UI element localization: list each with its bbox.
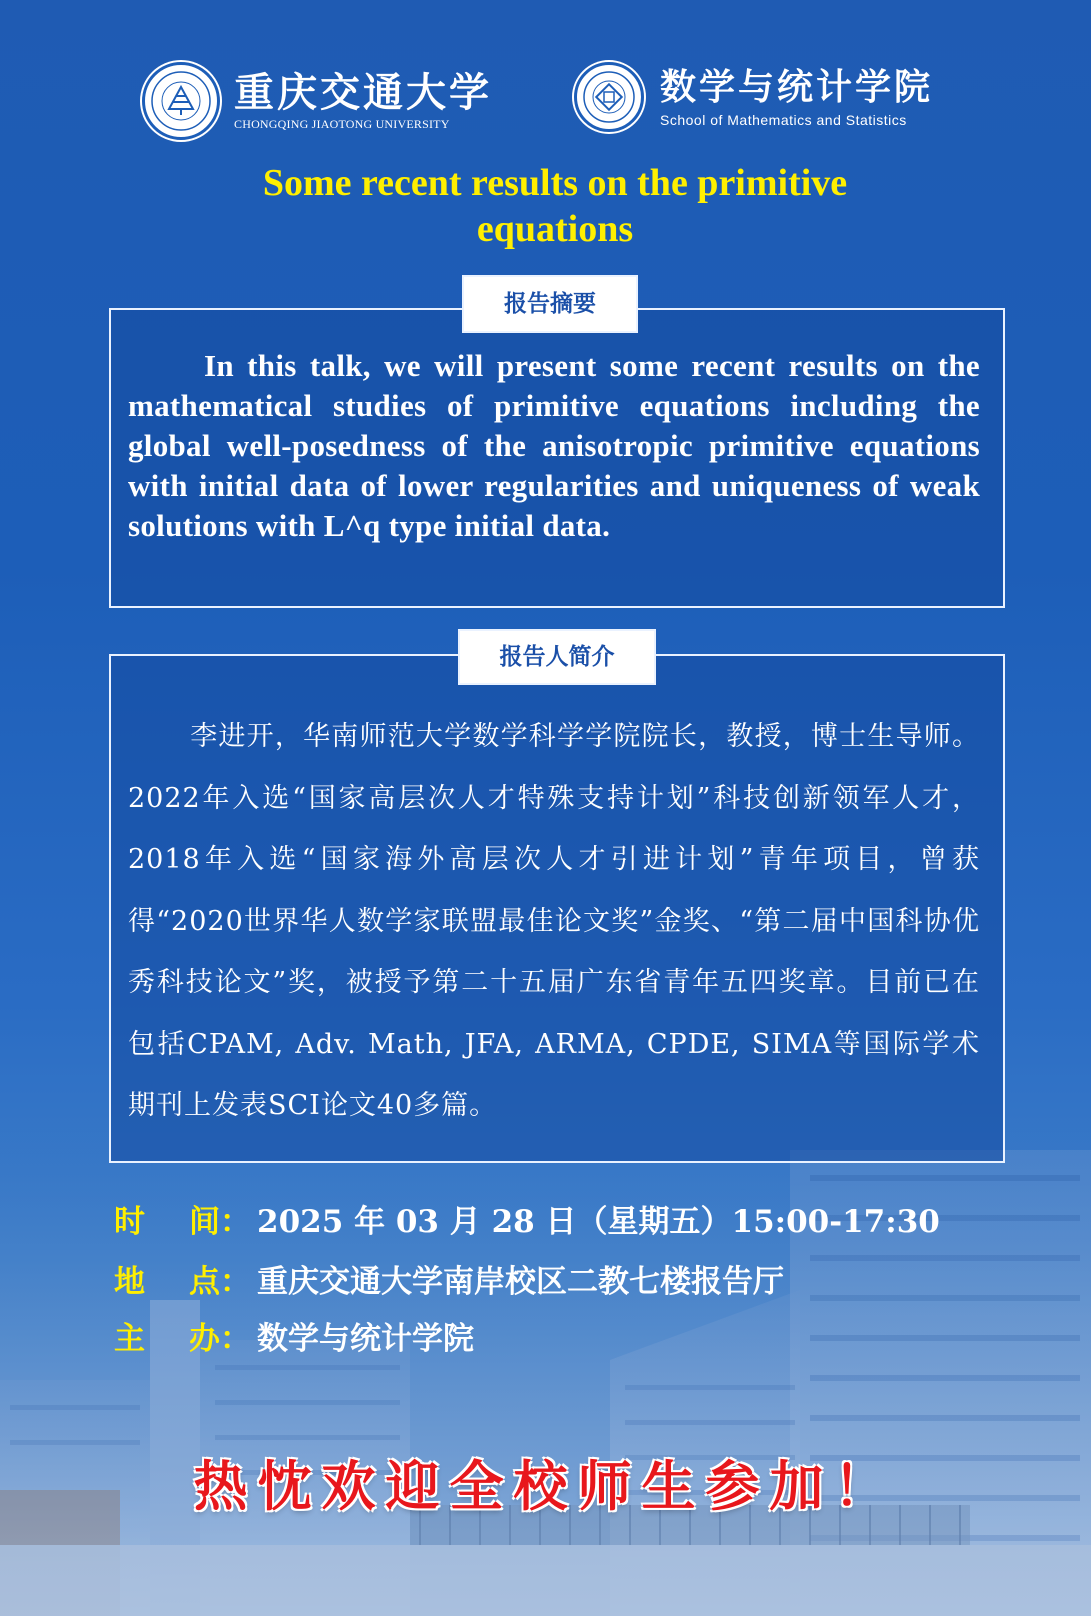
school-logo — [574, 62, 933, 132]
abstract-tab — [464, 277, 636, 331]
talk-title-line2: equations — [476, 208, 634, 250]
talk-title — [130, 160, 980, 252]
school-name-en: School of Mathematics and Statistics — [660, 112, 907, 128]
speaker-tab — [460, 631, 654, 683]
abstract-tab-label: 报告摘要 — [504, 291, 596, 317]
university-seal-icon — [142, 62, 220, 140]
host-row — [114, 1313, 474, 1358]
time-row — [114, 1196, 940, 1241]
speaker-tab-label: 报告人简介 — [499, 644, 615, 670]
talk-title-line1: Some recent results on the primitive — [262, 162, 848, 204]
speaker-bio-text: 李进开，华南师范大学数学科学学院院长，教授，博士生导师。2022年入选“国家高层次人才特殊支持计划”科技创新领军人才，2018年入选“国家海外高层次人才引进计划”青年项目，曾获得“2020世界华人数学家联盟最佳论文奖”金奖、“第二届中国科协优秀科技论文”奖，被授予第二十五届广东省青年五四奖章。目前已在包括CPAM, Adv. Math, JFA, ARMA, CPDE, SIMA等国际学术期刊上发表SCI论文40多篇。 — [128, 721, 980, 1121]
speaker-bio — [128, 706, 980, 1137]
university-name-en: CHONGQING JIAOTONG UNIVERSITY — [234, 116, 450, 131]
place-value: 重庆交通大学南岸校区二教七楼报告厅 — [257, 1264, 784, 1300]
school-emblem-icon — [574, 62, 644, 132]
school-name-cn: 数学与统计学院 — [660, 67, 934, 108]
host-value: 数学与统计学院 — [257, 1321, 474, 1357]
welcome-banner: 热忱欢迎全校师生参加！ — [193, 1454, 898, 1518]
university-logo — [142, 62, 492, 140]
university-name-cn: 重庆交通大学 — [234, 68, 492, 116]
time-label: 时 间： — [114, 1204, 251, 1240]
abstract-body: In this talk, we will present some recent results on the mathematical studies of primitive equations including the global well-posedness of the anisotropic primitive equations with initial data of lower regularities and uniqueness of weak solutions with L^q type initial data. — [128, 348, 980, 543]
host-label: 主 办： — [114, 1321, 251, 1357]
place-row — [114, 1256, 784, 1301]
place-label: 地 点： — [114, 1264, 251, 1300]
time-value: 2025 年 03 月 28 日（星期五）15:00-17:30 — [257, 1204, 940, 1240]
abstract-text — [128, 346, 980, 546]
